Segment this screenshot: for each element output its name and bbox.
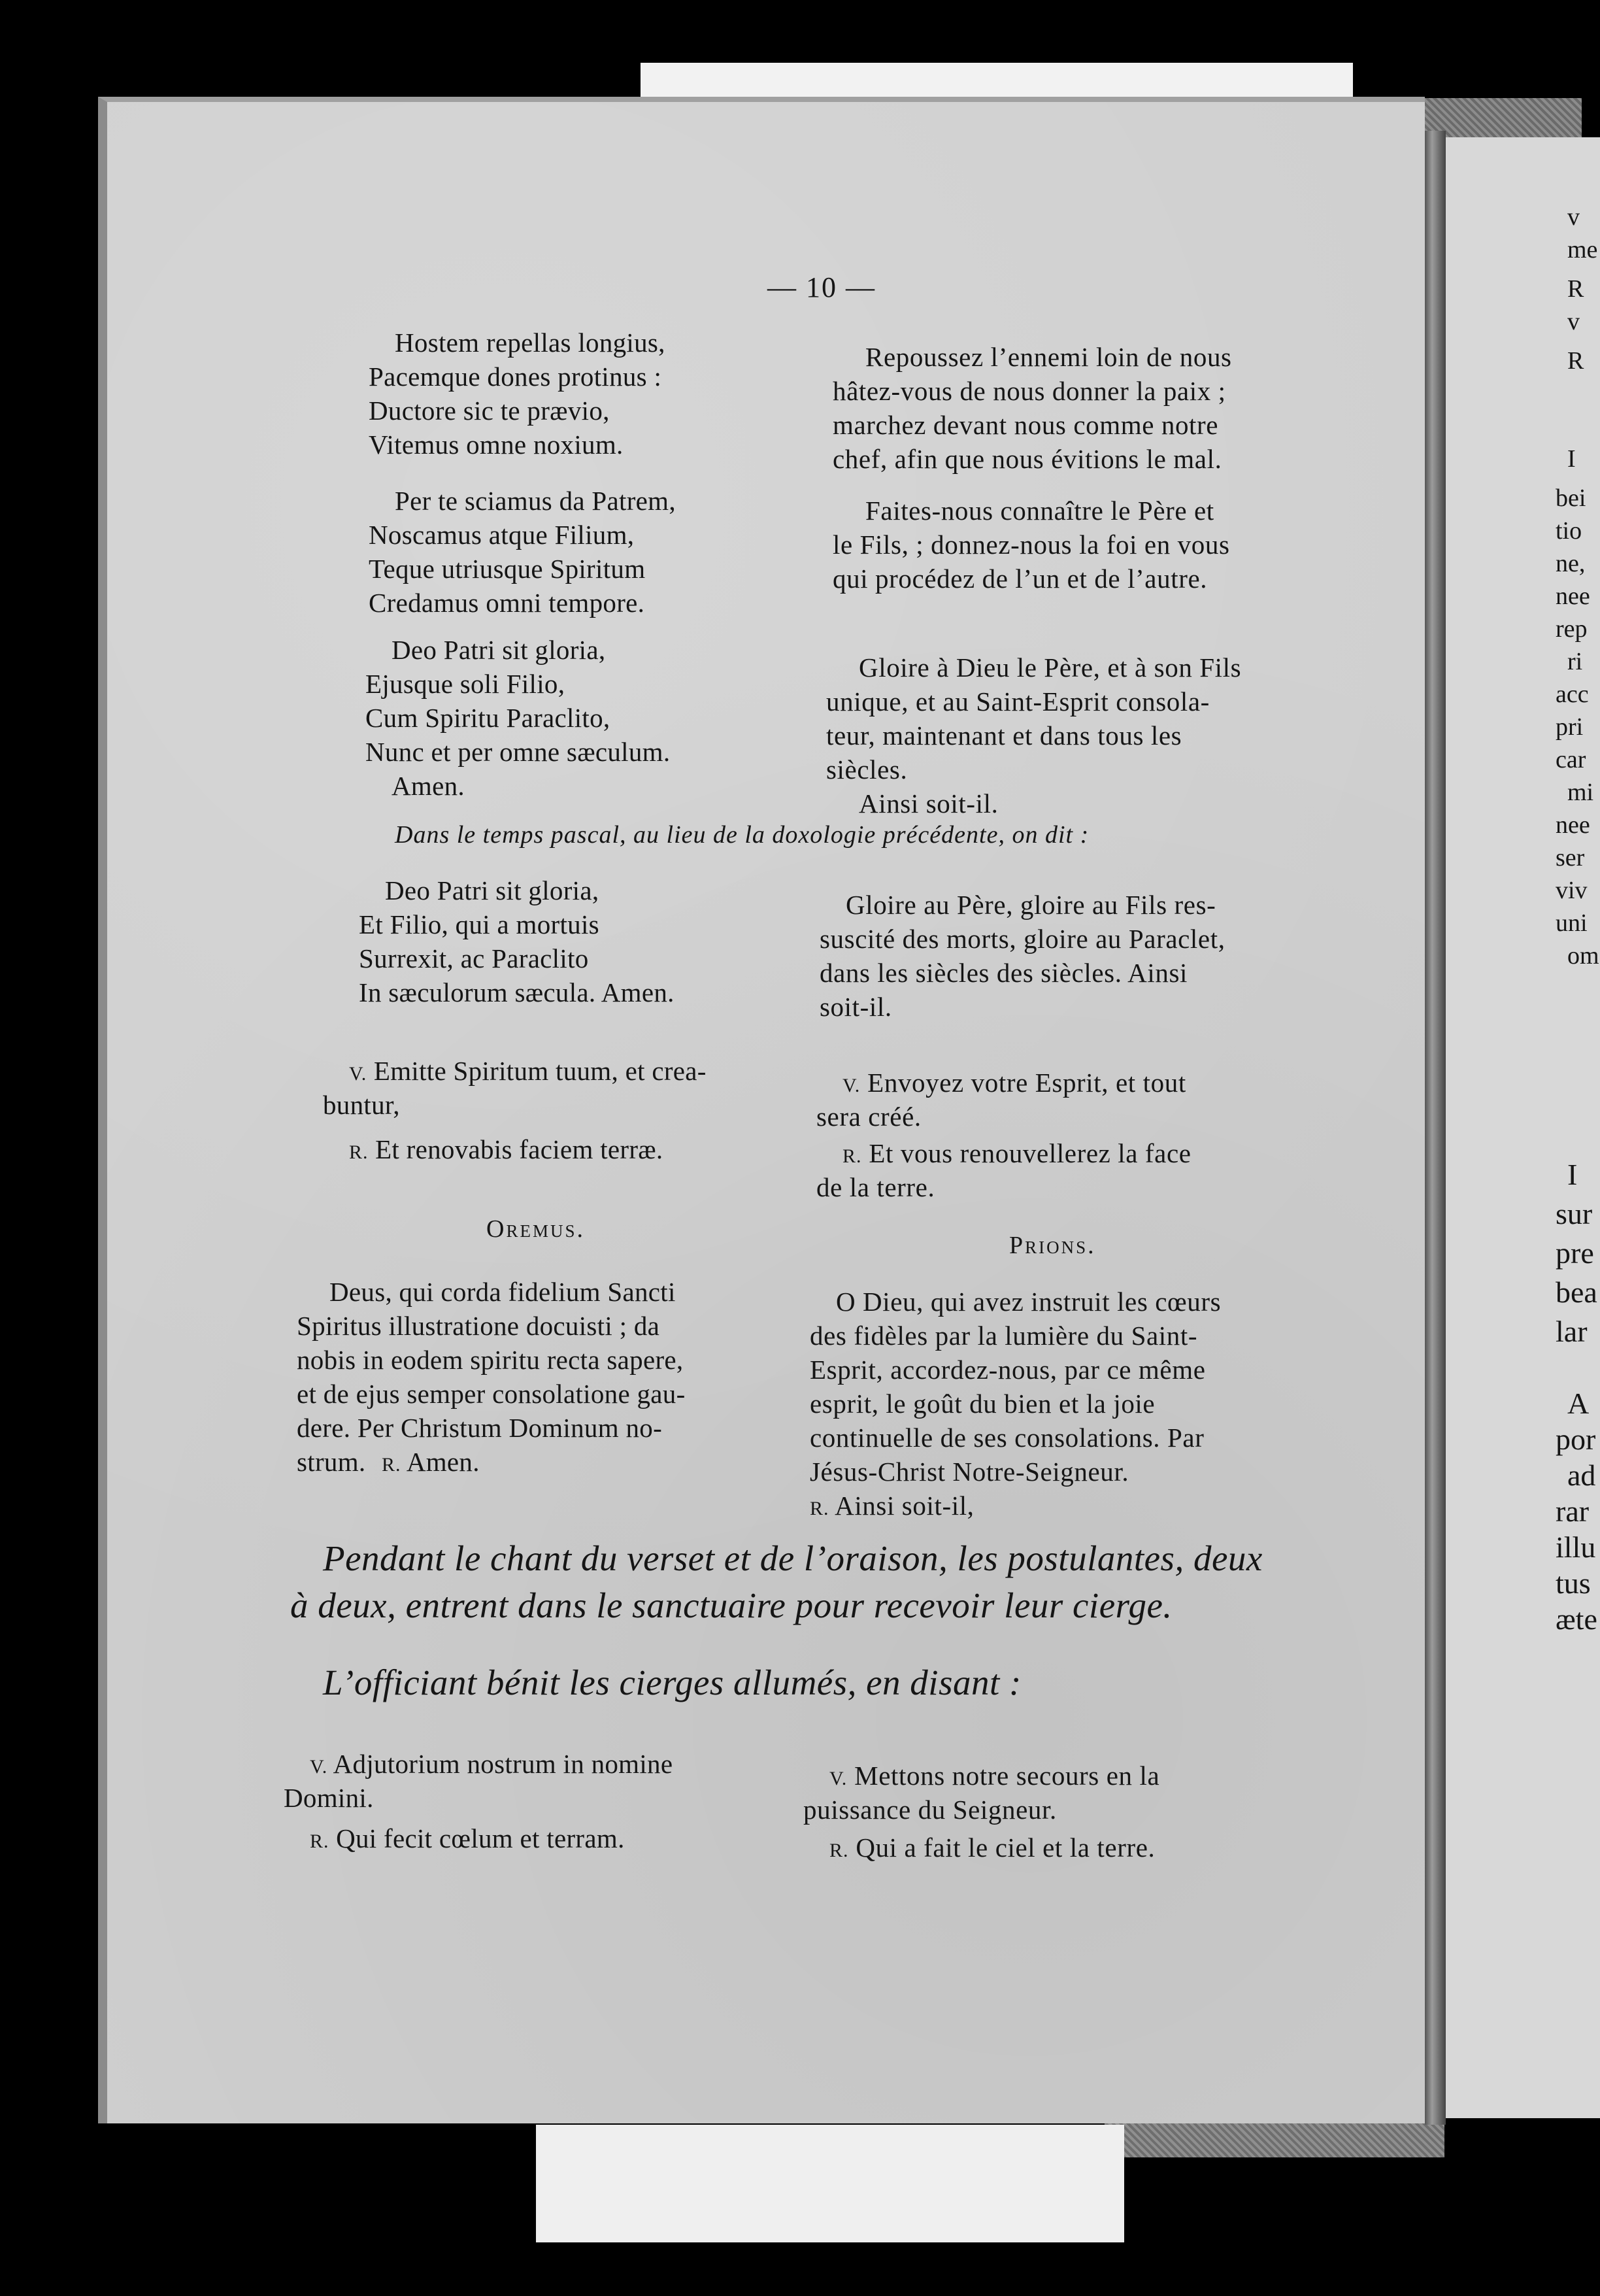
adjacent-page-fragment: bei	[1556, 484, 1586, 512]
verse-line: Ductore sic te prævio,	[369, 396, 610, 426]
verse-line: Nunc et per omne sæculum.	[365, 737, 671, 767]
prayer-line: et de ejus semper consolatione gau-	[297, 1379, 686, 1409]
prayer-line: des fidèles par la lumière du Saint-	[810, 1321, 1198, 1351]
response-mark: R.	[810, 1498, 829, 1519]
prayer-line	[297, 1449, 480, 1476]
adjacent-page-fragment: I	[1567, 1158, 1578, 1191]
adjacent-page-fragment: me	[1567, 236, 1598, 263]
response-line	[810, 1493, 975, 1519]
adjacent-page-fragment: om	[1567, 942, 1599, 970]
adjacent-page-fragment: tio	[1556, 517, 1582, 545]
prayer-last-word: strum.	[297, 1447, 366, 1477]
response-text: Et renovabis faciem terræ.	[375, 1134, 663, 1164]
translation-line: le Fils, ; donnez-nous la foi en vous	[833, 530, 1230, 560]
adjacent-page-fragment: acc	[1556, 681, 1589, 708]
versicle-continuation: buntur,	[323, 1090, 400, 1120]
response-line	[349, 1136, 663, 1163]
adjacent-page-fragment: illu	[1556, 1530, 1596, 1564]
amen-text: Amen.	[406, 1447, 480, 1477]
response-mark: R.	[842, 1145, 862, 1167]
response-line	[842, 1140, 1192, 1167]
response-continuation: de la terre.	[816, 1172, 935, 1202]
response-text: Qui fecit cœlum et terram.	[336, 1823, 625, 1853]
verse-line: Pacemque dones protinus :	[369, 362, 662, 392]
adjacent-page-fragment: sur	[1556, 1197, 1593, 1230]
amen-text: Ainsi soit-il,	[835, 1491, 975, 1521]
instruction-2: L’officiant bénit les cierges allumés, en disant :	[323, 1663, 1022, 1702]
adjacent-page-fragment: viv	[1556, 877, 1588, 904]
instruction-line: à deux, entrent dans le sanctuaire pour recevoir leur cierge.	[290, 1585, 1173, 1625]
response-mark: R.	[349, 1141, 369, 1163]
translation-line: Faites-nous connaître le Père et	[865, 496, 1214, 526]
versicle-text: Emitte Spiritum tuum, et crea-	[373, 1056, 707, 1086]
translation-line: dans les siècles des siècles. Ainsi	[820, 958, 1188, 988]
versicle-continuation: sera créé.	[816, 1102, 922, 1132]
versicle-continuation: puissance du Seigneur.	[803, 1795, 1057, 1825]
response-mark: R.	[382, 1454, 401, 1476]
adjacent-page-fragment: ri	[1567, 648, 1583, 675]
adjacent-page-fragment: ne,	[1556, 550, 1586, 577]
translation-line: chef, afin que nous évitions le mal.	[833, 444, 1222, 474]
paschal-rubric: Dans le temps pascal, au lieu de la doxologie précédente, on dit :	[395, 821, 1090, 849]
instruction-line: Pendant le chant du verset et de l’oraison, les postulantes, deux	[323, 1538, 1263, 1578]
response-mark: R.	[829, 1840, 849, 1861]
adjacent-page-fragment: nee	[1556, 582, 1590, 610]
adjacent-page-fragment: æte	[1556, 1602, 1597, 1636]
verse-line: Per te sciamus da Patrem,	[395, 486, 676, 516]
adjacent-page-fragment: car	[1556, 746, 1586, 773]
adjacent-page-fragment: tus	[1556, 1566, 1591, 1600]
verse-line: Cum Spiritu Paraclito,	[365, 703, 610, 733]
adjacent-page-fragment: pre	[1556, 1236, 1594, 1270]
prayer-line: esprit, le goût du bien et la joie	[810, 1389, 1156, 1419]
verse-line: Deo Patri sit gloria,	[385, 875, 599, 905]
prayer-line: Spiritus illustratione docuisti ; da	[297, 1311, 660, 1341]
versicle-line	[829, 1763, 1159, 1789]
translation-line: teur, maintenant et dans tous les	[826, 720, 1182, 751]
versicle-line	[842, 1070, 1186, 1096]
prayer-line: Jésus-Christ Notre-Seigneur.	[810, 1457, 1129, 1487]
verse-line: Credamus omni tempore.	[369, 588, 645, 618]
adjacent-page-fragment: pri	[1556, 713, 1584, 741]
adjacent-page-fragment: ad	[1567, 1459, 1596, 1492]
adjacent-page-fragment: I	[1567, 445, 1576, 473]
adjacent-page-fragment: lar	[1556, 1315, 1588, 1348]
verse-line: Noscamus atque Filium,	[369, 520, 635, 550]
versicle-continuation: Domini.	[284, 1783, 374, 1813]
versicle-text: Mettons notre secours en la	[854, 1761, 1160, 1791]
versicle-line	[310, 1751, 673, 1778]
adjacent-page-fragment: v	[1567, 203, 1580, 231]
translation-line: Repoussez l’ennemi loin de nous	[865, 342, 1232, 372]
adjacent-page-fragment: nee	[1556, 811, 1590, 839]
verse-line: Vitemus omne noxium.	[369, 430, 624, 460]
translation-line: Gloire à Dieu le Père, et à son Fils	[859, 652, 1242, 683]
verse-line: Teque utriusque Spiritum	[369, 554, 646, 584]
response-line	[310, 1825, 625, 1852]
translation-line: unique, et au Saint-Esprit consola-	[826, 686, 1210, 717]
adjacent-page-fragment: A	[1567, 1387, 1590, 1420]
translation-line: qui procédez de l’un et de l’autre.	[833, 564, 1208, 594]
translation-line: siècles.	[826, 754, 908, 785]
adjacent-page	[1446, 137, 1600, 2118]
verse-line: Amen.	[392, 771, 465, 801]
versicle-mark: V.	[829, 1768, 848, 1789]
verse-line: In sæculorum sæcula. Amen.	[359, 977, 675, 1007]
adjacent-page-fragment: uni	[1556, 909, 1588, 937]
response-mark: R.	[310, 1831, 329, 1852]
prions-heading: Prions.	[1009, 1232, 1096, 1259]
response-text: Qui a fait le ciel et la terre.	[856, 1832, 1156, 1863]
translation-line: suscité des morts, gloire au Paraclet,	[820, 924, 1225, 954]
verse-line: Deo Patri sit gloria,	[392, 635, 606, 665]
translation-line: hâtez-vous de nous donner la paix ;	[833, 376, 1226, 406]
adjacent-page-fragment: por	[1556, 1423, 1596, 1456]
translation-line: Gloire au Père, gloire au Fils res-	[846, 890, 1216, 920]
translation-line: Ainsi soit-il.	[859, 788, 999, 819]
book-page	[98, 97, 1425, 2123]
prayer-line: dere. Per Christum Dominum no-	[297, 1413, 663, 1443]
prayer-line: O Dieu, qui avez instruit les cœurs	[836, 1287, 1222, 1317]
translation-line: soit-il.	[820, 992, 892, 1022]
versicle-mark: V.	[310, 1756, 328, 1778]
adjacent-page-fragment: R	[1567, 275, 1584, 303]
adjacent-page-fragment: bea	[1556, 1275, 1597, 1309]
versicle-text: Envoyez votre Esprit, et tout	[867, 1068, 1186, 1098]
adjacent-page-fragment: rep	[1556, 615, 1588, 643]
prayer-line: Esprit, accordez-nous, par ce même	[810, 1355, 1206, 1385]
prayer-line: nobis in eodem spiritu recta sapere,	[297, 1345, 684, 1375]
verse-line: Et Filio, qui a mortuis	[359, 909, 599, 939]
response-text: Et vous renouvellerez la face	[869, 1138, 1192, 1168]
prayer-line: Deus, qui corda fidelium Sancti	[329, 1277, 676, 1307]
translation-line: marchez devant nous comme notre	[833, 410, 1219, 440]
oremus-heading: Oremus.	[486, 1215, 585, 1243]
page-number: — 10 —	[767, 271, 876, 303]
versicle-line	[349, 1058, 707, 1085]
versicle-text: Adjutorium nostrum in nomine	[333, 1749, 673, 1779]
verse-line: Hostem repellas longius,	[395, 328, 665, 358]
adjacent-page-fragment: ser	[1556, 844, 1585, 871]
verse-line: Ejusque soli Filio,	[365, 669, 565, 699]
adjacent-page-fragment: mi	[1567, 779, 1594, 806]
adjacent-page-fragment: v	[1567, 308, 1580, 335]
prayer-line: continuelle de ses consolations. Par	[810, 1423, 1205, 1453]
verse-line: Surrexit, ac Paraclito	[359, 943, 589, 973]
versicle-mark: V.	[349, 1063, 367, 1085]
response-line	[829, 1834, 1155, 1861]
adjacent-page-fragment: rar	[1556, 1494, 1590, 1528]
versicle-mark: V.	[842, 1075, 861, 1096]
book-gutter	[1425, 131, 1446, 2125]
adjacent-page-fragment: R	[1567, 347, 1584, 375]
bottom-paper-strip	[536, 2125, 1124, 2242]
